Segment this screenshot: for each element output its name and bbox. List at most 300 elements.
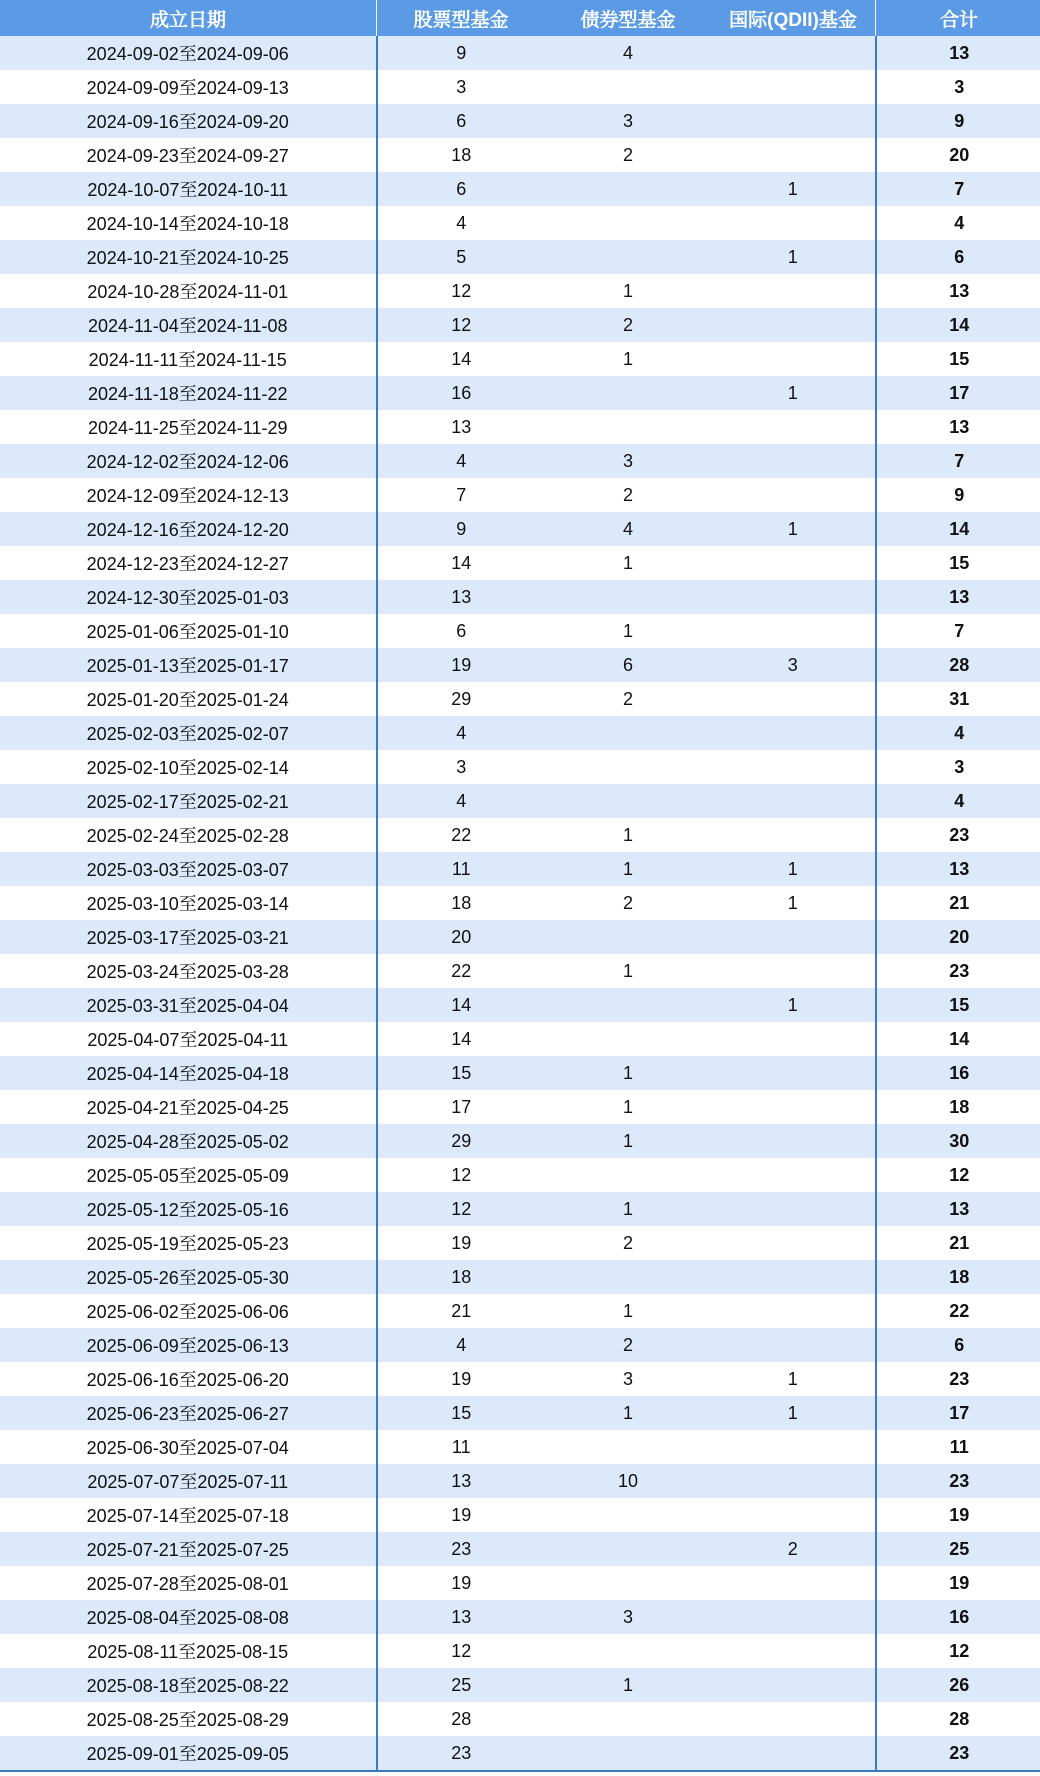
cell-stock-fund: 11 [377,1430,546,1464]
cell-date: 2025-03-24至2025-03-28 [0,954,377,988]
cell-stock-fund: 14 [377,988,546,1022]
cell-date: 2025-06-02至2025-06-06 [0,1294,377,1328]
cell-total: 19 [876,1498,1040,1532]
table-row[interactable] [0,716,1040,750]
cell-stock-fund: 29 [377,682,546,716]
cell-qdii-fund [711,1736,876,1771]
cell-total: 9 [876,104,1040,138]
cell-bond-fund: 1 [545,818,711,852]
cell-bond-fund [545,716,711,750]
cell-date: 2025-05-26至2025-05-30 [0,1260,377,1294]
cell-stock-fund: 12 [377,274,546,308]
cell-total: 21 [876,1226,1040,1260]
cell-date: 2025-06-16至2025-06-20 [0,1362,377,1396]
cell-qdii-fund [711,1056,876,1090]
table-row[interactable] [0,614,1040,648]
table-row[interactable] [0,104,1040,138]
cell-bond-fund [545,172,711,206]
cell-date: 2024-10-21至2024-10-25 [0,240,377,274]
table-row[interactable] [0,1294,1040,1328]
cell-total: 19 [876,1566,1040,1600]
cell-bond-fund: 2 [545,682,711,716]
cell-total: 23 [876,1362,1040,1396]
cell-stock-fund: 28 [377,1702,546,1736]
cell-qdii-fund [711,580,876,614]
cell-qdii-fund [711,1702,876,1736]
cell-qdii-fund [711,104,876,138]
cell-qdii-fund [711,410,876,444]
table-row[interactable] [0,1226,1040,1260]
header-row [0,0,1040,36]
cell-bond-fund: 1 [545,614,711,648]
cell-qdii-fund: 1 [711,172,876,206]
cell-bond-fund [545,410,711,444]
cell-stock-fund: 18 [377,886,546,920]
header-stock-fund[interactable]: 股票型基金 [377,0,546,36]
table-row[interactable] [0,818,1040,852]
cell-stock-fund: 19 [377,1362,546,1396]
cell-total: 18 [876,1260,1040,1294]
table-row[interactable] [0,1532,1040,1566]
cell-bond-fund: 3 [545,1600,711,1634]
cell-total: 7 [876,614,1040,648]
cell-stock-fund: 9 [377,36,546,70]
table-row[interactable] [0,1702,1040,1736]
cell-bond-fund [545,1702,711,1736]
cell-date: 2024-10-07至2024-10-11 [0,172,377,206]
cell-date: 2025-06-30至2025-07-04 [0,1430,377,1464]
cell-total: 15 [876,546,1040,580]
cell-bond-fund: 1 [545,342,711,376]
cell-stock-fund: 14 [377,342,546,376]
table-row[interactable] [0,1566,1040,1600]
cell-total: 4 [876,784,1040,818]
cell-stock-fund: 22 [377,818,546,852]
cell-stock-fund: 7 [377,478,546,512]
header-total[interactable]: 合计 [876,0,1040,36]
table-row[interactable] [0,342,1040,376]
table-header [0,0,1040,36]
cell-bond-fund [545,70,711,104]
cell-qdii-fund [711,954,876,988]
table-row[interactable] [0,784,1040,818]
cell-qdii-fund [711,1668,876,1702]
cell-qdii-fund [711,1328,876,1362]
cell-bond-fund: 1 [545,1056,711,1090]
cell-total: 13 [876,410,1040,444]
table-row[interactable] [0,1192,1040,1226]
cell-date: 2025-02-03至2025-02-07 [0,716,377,750]
table-row[interactable] [0,954,1040,988]
cell-bond-fund [545,1430,711,1464]
cell-qdii-fund [711,1566,876,1600]
cell-total: 30 [876,1124,1040,1158]
cell-total: 13 [876,36,1040,70]
cell-qdii-fund [711,682,876,716]
cell-qdii-fund [711,1124,876,1158]
cell-date: 2025-02-17至2025-02-21 [0,784,377,818]
cell-stock-fund: 15 [377,1396,546,1430]
table-row[interactable] [0,240,1040,274]
table-row[interactable] [0,1260,1040,1294]
cell-stock-fund: 6 [377,172,546,206]
cell-stock-fund: 4 [377,716,546,750]
cell-date: 2025-04-28至2025-05-02 [0,1124,377,1158]
cell-bond-fund: 2 [545,138,711,172]
cell-date: 2024-09-23至2024-09-27 [0,138,377,172]
cell-bond-fund: 1 [545,1090,711,1124]
cell-total: 21 [876,886,1040,920]
table-row[interactable] [0,1498,1040,1532]
cell-total: 15 [876,342,1040,376]
cell-date: 2024-12-16至2024-12-20 [0,512,377,546]
table-row[interactable] [0,308,1040,342]
table-row[interactable] [0,1056,1040,1090]
cell-qdii-fund [711,1464,876,1498]
cell-bond-fund [545,1634,711,1668]
cell-qdii-fund [711,546,876,580]
cell-bond-fund [545,1498,711,1532]
cell-qdii-fund: 1 [711,1362,876,1396]
cell-date: 2024-11-04至2024-11-08 [0,308,377,342]
cell-date: 2024-10-14至2024-10-18 [0,206,377,240]
cell-qdii-fund [711,1158,876,1192]
table-row[interactable] [0,682,1040,716]
cell-stock-fund: 14 [377,1022,546,1056]
cell-total: 23 [876,1736,1040,1771]
cell-bond-fund: 3 [545,1362,711,1396]
cell-bond-fund: 1 [545,1396,711,1430]
table-row[interactable] [0,1600,1040,1634]
cell-bond-fund [545,1532,711,1566]
cell-stock-fund: 5 [377,240,546,274]
cell-qdii-fund [711,206,876,240]
cell-date: 2024-09-16至2024-09-20 [0,104,377,138]
cell-qdii-fund [711,1260,876,1294]
cell-total: 9 [876,478,1040,512]
cell-bond-fund: 1 [545,274,711,308]
cell-stock-fund: 17 [377,1090,546,1124]
cell-bond-fund: 10 [545,1464,711,1498]
cell-date: 2024-10-28至2024-11-01 [0,274,377,308]
table-row[interactable] [0,1736,1040,1771]
cell-total: 7 [876,444,1040,478]
cell-date: 2025-02-10至2025-02-14 [0,750,377,784]
cell-date: 2024-12-23至2024-12-27 [0,546,377,580]
cell-date: 2025-03-31至2025-04-04 [0,988,377,1022]
cell-stock-fund: 11 [377,852,546,886]
table-row[interactable] [0,1464,1040,1498]
cell-total: 17 [876,376,1040,410]
cell-bond-fund: 4 [545,512,711,546]
cell-stock-fund: 13 [377,410,546,444]
cell-stock-fund: 4 [377,444,546,478]
cell-date: 2025-08-18至2025-08-22 [0,1668,377,1702]
cell-stock-fund: 21 [377,1294,546,1328]
table-row[interactable] [0,444,1040,478]
cell-date: 2025-05-12至2025-05-16 [0,1192,377,1226]
cell-bond-fund [545,1260,711,1294]
cell-total: 16 [876,1056,1040,1090]
cell-stock-fund: 20 [377,920,546,954]
cell-date: 2025-08-11至2025-08-15 [0,1634,377,1668]
cell-date: 2025-08-25至2025-08-29 [0,1702,377,1736]
cell-total: 14 [876,308,1040,342]
cell-qdii-fund [711,614,876,648]
cell-total: 4 [876,716,1040,750]
cell-stock-fund: 25 [377,1668,546,1702]
table-row[interactable] [0,1634,1040,1668]
table-row[interactable] [0,852,1040,886]
cell-qdii-fund: 2 [711,1532,876,1566]
cell-date: 2025-09-01至2025-09-05 [0,1736,377,1771]
cell-date: 2024-11-11至2024-11-15 [0,342,377,376]
cell-total: 18 [876,1090,1040,1124]
cell-stock-fund: 19 [377,1498,546,1532]
cell-qdii-fund [711,818,876,852]
cell-total: 13 [876,274,1040,308]
cell-total: 13 [876,1192,1040,1226]
table-row[interactable] [0,478,1040,512]
cell-date: 2024-09-02至2024-09-06 [0,36,377,70]
cell-stock-fund: 13 [377,1600,546,1634]
table-row[interactable] [0,410,1040,444]
cell-stock-fund: 13 [377,1464,546,1498]
cell-date: 2024-12-30至2025-01-03 [0,580,377,614]
cell-total: 25 [876,1532,1040,1566]
cell-qdii-fund [711,784,876,818]
cell-qdii-fund [711,1022,876,1056]
cell-date: 2025-03-17至2025-03-21 [0,920,377,954]
cell-total: 23 [876,954,1040,988]
cell-total: 31 [876,682,1040,716]
cell-total: 22 [876,1294,1040,1328]
cell-qdii-fund [711,1226,876,1260]
table-row[interactable] [0,206,1040,240]
cell-qdii-fund [711,920,876,954]
cell-qdii-fund [711,716,876,750]
table-row[interactable] [0,70,1040,104]
cell-stock-fund: 4 [377,206,546,240]
cell-stock-fund: 6 [377,614,546,648]
cell-qdii-fund [711,1430,876,1464]
table-row[interactable] [0,546,1040,580]
cell-stock-fund: 23 [377,1736,546,1771]
cell-date: 2024-12-09至2024-12-13 [0,478,377,512]
table-row[interactable] [0,750,1040,784]
cell-stock-fund: 12 [377,1158,546,1192]
cell-bond-fund [545,1736,711,1771]
cell-bond-fund: 1 [545,1668,711,1702]
cell-total: 3 [876,750,1040,784]
table-row[interactable] [0,648,1040,682]
cell-qdii-fund: 3 [711,648,876,682]
cell-total: 7 [876,172,1040,206]
cell-bond-fund: 1 [545,954,711,988]
cell-stock-fund: 29 [377,1124,546,1158]
cell-stock-fund: 3 [377,70,546,104]
cell-total: 6 [876,1328,1040,1362]
table-row[interactable] [0,1328,1040,1362]
table-row[interactable] [0,920,1040,954]
table-row[interactable] [0,512,1040,546]
table-row[interactable] [0,1090,1040,1124]
cell-total: 16 [876,1600,1040,1634]
cell-bond-fund: 1 [545,1124,711,1158]
cell-bond-fund: 4 [545,36,711,70]
cell-bond-fund [545,206,711,240]
cell-bond-fund: 2 [545,308,711,342]
cell-qdii-fund [711,444,876,478]
table-row[interactable] [0,376,1040,410]
cell-qdii-fund [711,1600,876,1634]
cell-qdii-fund [711,274,876,308]
cell-qdii-fund [711,1294,876,1328]
cell-stock-fund: 13 [377,580,546,614]
cell-stock-fund: 18 [377,138,546,172]
cell-bond-fund: 6 [545,648,711,682]
cell-date: 2025-07-14至2025-07-18 [0,1498,377,1532]
table-row[interactable] [0,36,1040,70]
cell-date: 2025-04-21至2025-04-25 [0,1090,377,1124]
cell-qdii-fund: 1 [711,376,876,410]
cell-qdii-fund [711,1090,876,1124]
cell-total: 6 [876,240,1040,274]
cell-stock-fund: 16 [377,376,546,410]
cell-bond-fund [545,784,711,818]
header-qdii-fund[interactable]: 国际(QDII)基金 [711,0,876,36]
cell-qdii-fund: 1 [711,988,876,1022]
cell-bond-fund [545,376,711,410]
table-row[interactable] [0,988,1040,1022]
cell-stock-fund: 19 [377,1566,546,1600]
cell-qdii-fund: 1 [711,512,876,546]
cell-bond-fund: 1 [545,546,711,580]
cell-total: 12 [876,1158,1040,1192]
cell-date: 2025-07-07至2025-07-11 [0,1464,377,1498]
cell-stock-fund: 23 [377,1532,546,1566]
table-row[interactable] [0,580,1040,614]
cell-stock-fund: 14 [377,546,546,580]
cell-date: 2025-07-28至2025-08-01 [0,1566,377,1600]
cell-date: 2025-08-04至2025-08-08 [0,1600,377,1634]
cell-stock-fund: 12 [377,1192,546,1226]
table-row[interactable] [0,172,1040,206]
cell-qdii-fund [711,70,876,104]
cell-total: 17 [876,1396,1040,1430]
table-row[interactable] [0,1430,1040,1464]
cell-bond-fund: 2 [545,1328,711,1362]
cell-qdii-fund [711,138,876,172]
table-row[interactable] [0,138,1040,172]
cell-date: 2025-06-23至2025-06-27 [0,1396,377,1430]
cell-date: 2025-04-07至2025-04-11 [0,1022,377,1056]
cell-total: 13 [876,852,1040,886]
cell-total: 23 [876,818,1040,852]
cell-date: 2025-03-10至2025-03-14 [0,886,377,920]
cell-qdii-fund: 1 [711,240,876,274]
cell-bond-fund: 3 [545,104,711,138]
table-row[interactable] [0,274,1040,308]
cell-total: 14 [876,1022,1040,1056]
cell-date: 2025-02-24至2025-02-28 [0,818,377,852]
cell-bond-fund [545,580,711,614]
cell-total: 4 [876,206,1040,240]
cell-stock-fund: 12 [377,308,546,342]
cell-qdii-fund [711,478,876,512]
cell-bond-fund [545,750,711,784]
cell-date: 2024-11-25至2024-11-29 [0,410,377,444]
table-row[interactable] [0,1022,1040,1056]
cell-date: 2025-07-21至2025-07-25 [0,1532,377,1566]
cell-date: 2025-01-20至2025-01-24 [0,682,377,716]
cell-qdii-fund [711,308,876,342]
cell-qdii-fund [711,36,876,70]
cell-bond-fund: 2 [545,1226,711,1260]
cell-total: 28 [876,1702,1040,1736]
cell-total: 28 [876,648,1040,682]
cell-qdii-fund [711,1498,876,1532]
cell-stock-fund: 22 [377,954,546,988]
table-row[interactable] [0,886,1040,920]
cell-bond-fund: 1 [545,1294,711,1328]
cell-date: 2025-05-19至2025-05-23 [0,1226,377,1260]
table-row[interactable] [0,1396,1040,1430]
cell-date: 2025-06-09至2025-06-13 [0,1328,377,1362]
header-bond-fund[interactable]: 债券型基金 [545,0,711,36]
table-row[interactable] [0,1668,1040,1702]
cell-bond-fund [545,988,711,1022]
cell-stock-fund: 4 [377,1328,546,1362]
cell-stock-fund: 19 [377,1226,546,1260]
cell-total: 20 [876,138,1040,172]
cell-qdii-fund: 1 [711,886,876,920]
cell-bond-fund: 1 [545,852,711,886]
cell-total: 12 [876,1634,1040,1668]
cell-bond-fund [545,1022,711,1056]
cell-bond-fund [545,240,711,274]
cell-bond-fund [545,1566,711,1600]
cell-stock-fund: 6 [377,104,546,138]
cell-total: 15 [876,988,1040,1022]
table-row[interactable] [0,1362,1040,1396]
cell-date: 2025-01-06至2025-01-10 [0,614,377,648]
cell-total: 14 [876,512,1040,546]
cell-date: 2025-04-14至2025-04-18 [0,1056,377,1090]
table-row[interactable] [0,1158,1040,1192]
header-date[interactable]: 成立日期 [0,0,377,36]
cell-date: 2025-03-03至2025-03-07 [0,852,377,886]
cell-date: 2025-01-13至2025-01-17 [0,648,377,682]
cell-qdii-fund [711,342,876,376]
cell-qdii-fund: 1 [711,1396,876,1430]
cell-date: 2024-11-18至2024-11-22 [0,376,377,410]
cell-bond-fund [545,920,711,954]
cell-stock-fund: 15 [377,1056,546,1090]
cell-stock-fund: 4 [377,784,546,818]
cell-qdii-fund [711,1634,876,1668]
cell-qdii-fund: 1 [711,852,876,886]
cell-bond-fund [545,1158,711,1192]
cell-bond-fund: 1 [545,1192,711,1226]
cell-qdii-fund [711,1192,876,1226]
cell-stock-fund: 19 [377,648,546,682]
cell-stock-fund: 12 [377,1634,546,1668]
cell-stock-fund: 3 [377,750,546,784]
cell-bond-fund: 2 [545,886,711,920]
cell-total: 23 [876,1464,1040,1498]
table-row[interactable] [0,1124,1040,1158]
